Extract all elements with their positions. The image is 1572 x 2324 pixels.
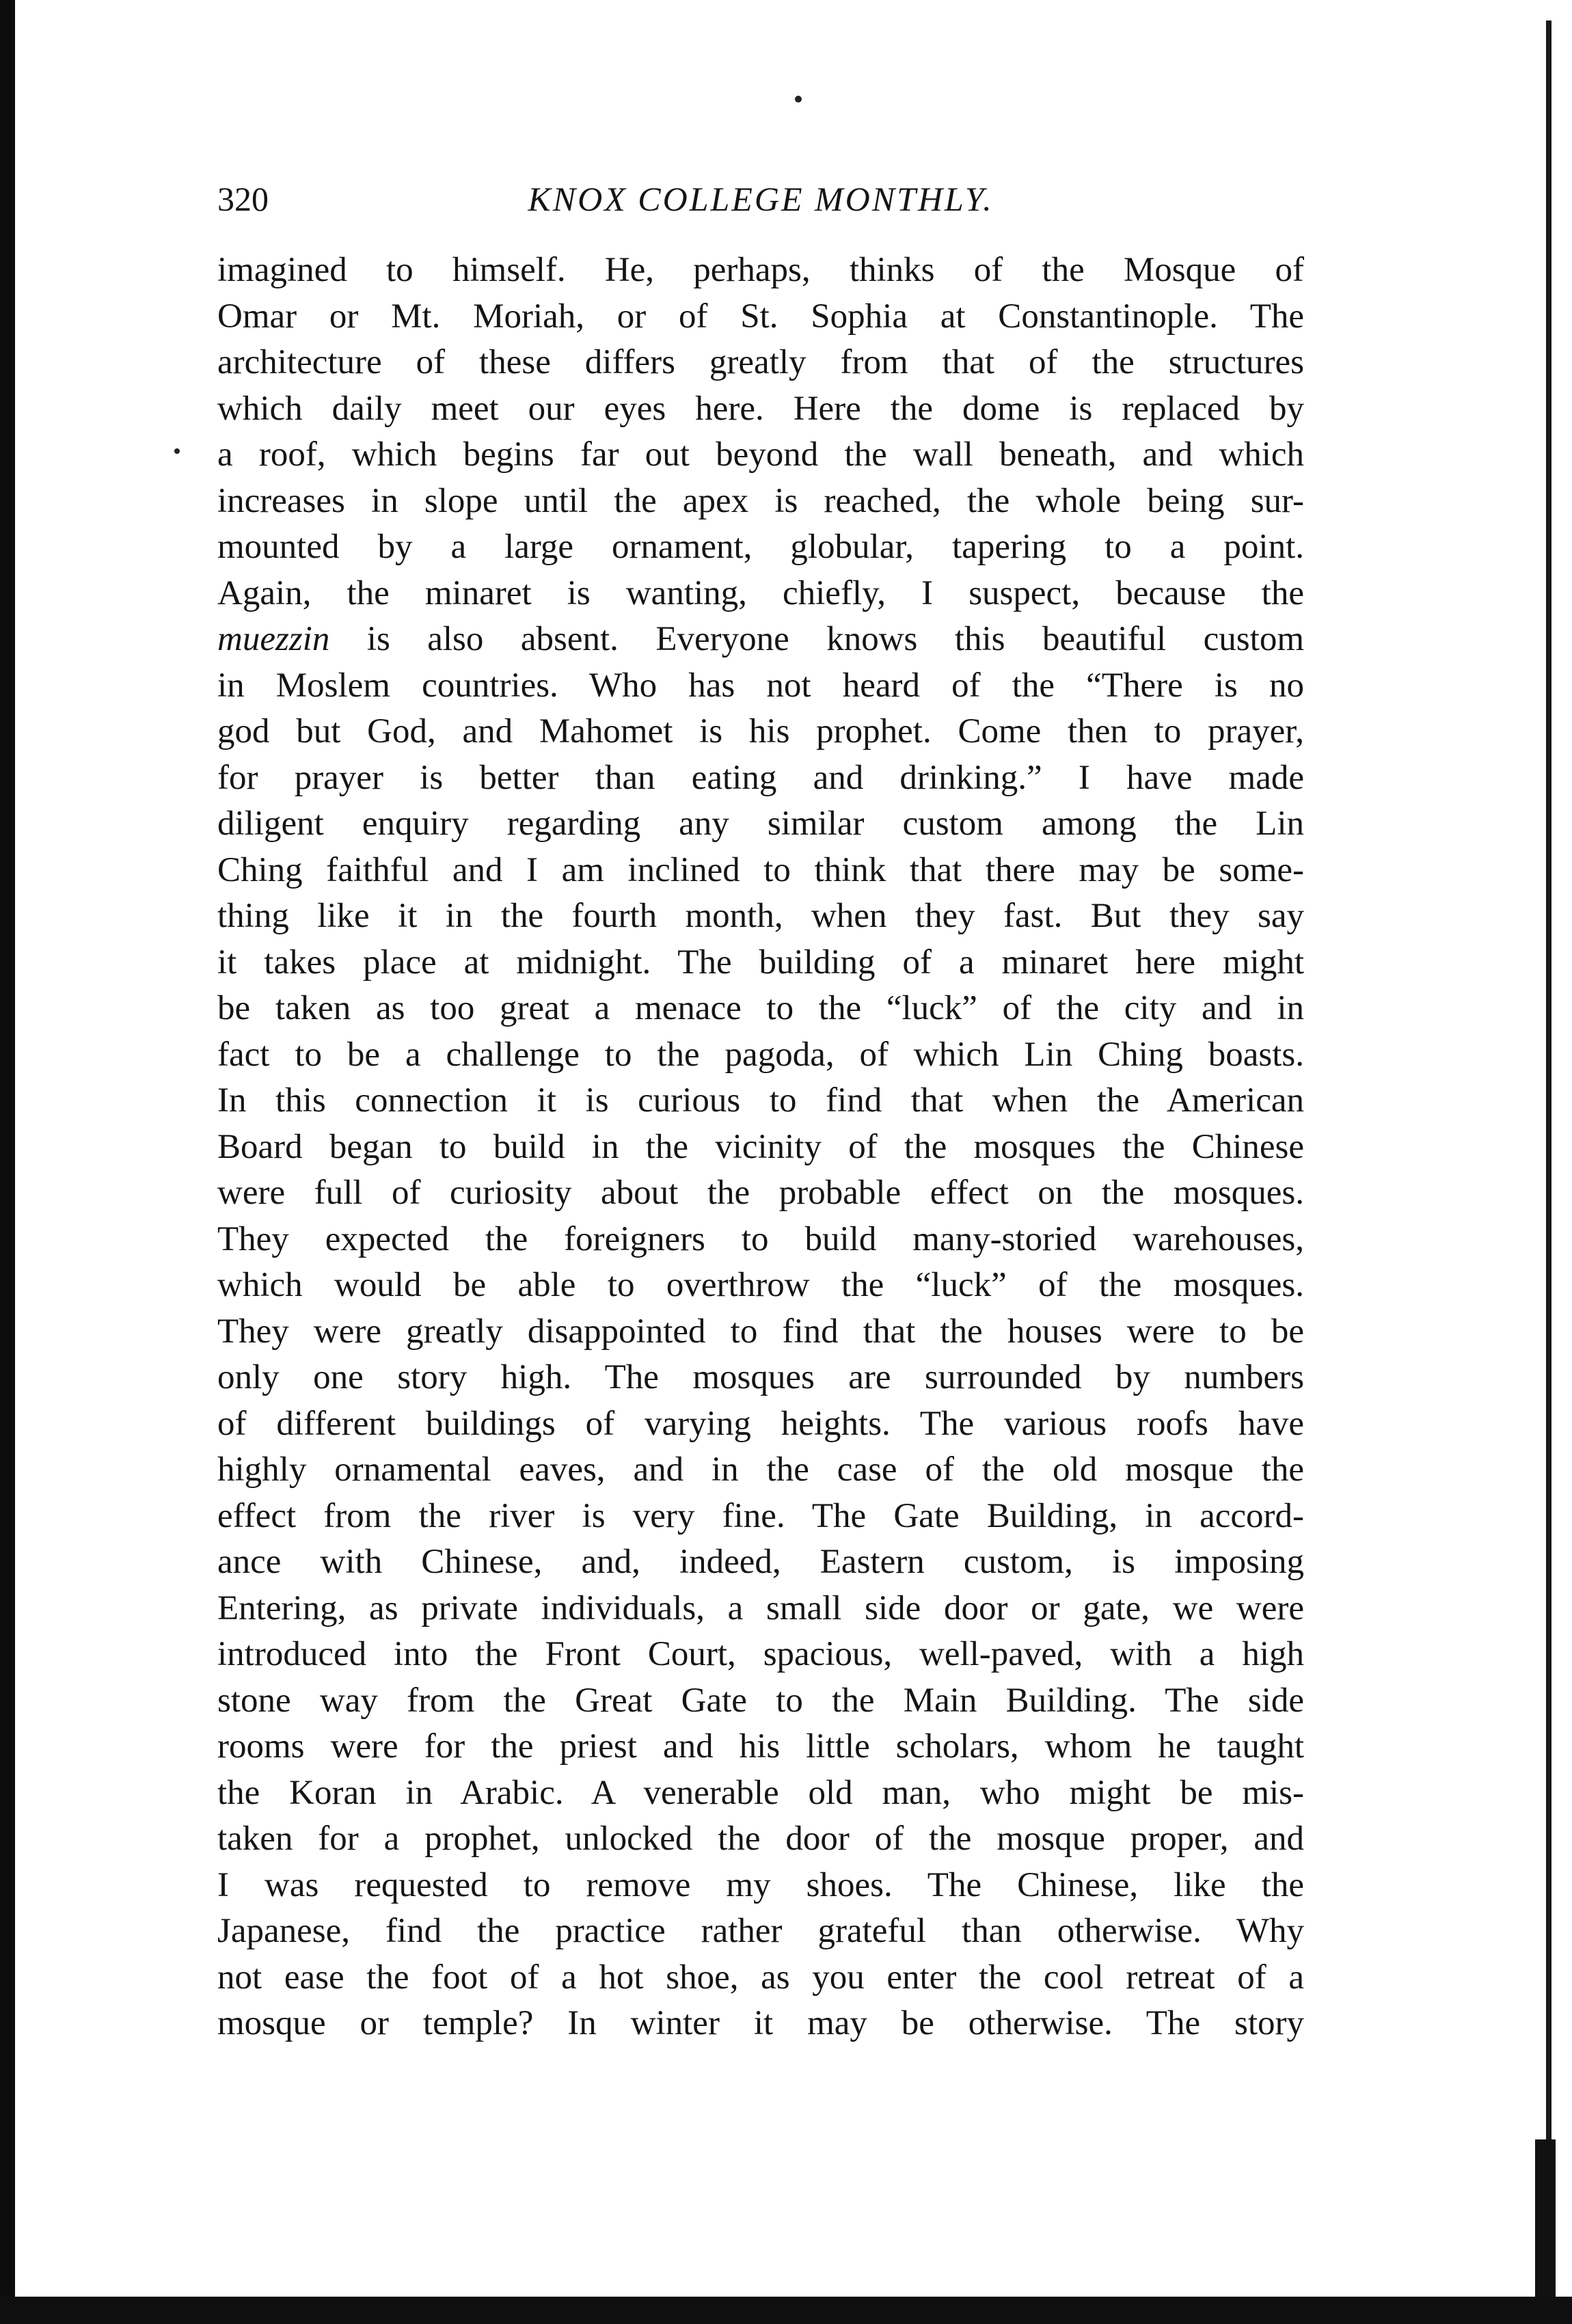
text-line: it takes place at midnight. The building of a minaret here might (217, 943, 1304, 982)
page-header (217, 175, 1304, 223)
text-line: Japanese, find the practice rather grateful than otherwise. Why (217, 1912, 1304, 1950)
text-line: in Moslem countries. Who has not heard of the “There is no (217, 666, 1304, 705)
text-line: Again, the minaret is wanting, chiefly, I suspect, because the (217, 573, 1304, 612)
text-line: muezzin is also absent. Everyone knows this beautiful custom (217, 620, 1304, 658)
text-line: thing like it in the fourth month, when they fast. But they say (217, 897, 1304, 935)
text-line: the Koran in Arabic. A venerable old man, who might be mis- (217, 1773, 1304, 1812)
scan-edge-left (0, 0, 15, 2324)
text-line: for prayer is better than eating and drinking.” I have made (217, 758, 1304, 797)
text-line: stone way from the Great Gate to the Main Building. The side (217, 1681, 1304, 1720)
text-line: not ease the foot of a hot shoe, as you enter the cool retreat of a (217, 1958, 1304, 1997)
page-number: 320 (217, 180, 269, 218)
text-line: Entering, as private individuals, a small side door or gate, we were (217, 1589, 1304, 1627)
running-title: KNOX COLLEGE MONTHLY. (528, 180, 994, 218)
text-line: were full of curiosity about the probable effect on the mosques. (217, 1174, 1304, 1212)
body-text (217, 247, 1304, 2047)
text-line: rooms were for the priest and his little scholars, whom he taught (217, 1727, 1304, 1766)
text-line: be taken as too great a menace to the “luck” of the city and in (217, 989, 1304, 1027)
text-line: god but God, and Mahomet is his prophet. Come then to prayer, (217, 712, 1304, 751)
text-line: Omar or Mt. Moriah, or of St. Sophia at Constantinople. The (217, 297, 1304, 336)
text-line: They expected the foreigners to build many-storied warehouses, (217, 1219, 1304, 1258)
text-line: only one story high. The mosques are surrounded by numbers (217, 1358, 1304, 1396)
scan-speck (795, 96, 802, 103)
text-line: diligent enquiry regarding any similar custom among the Lin (217, 805, 1304, 843)
text-line: mosque or temple? In winter it may be otherwise. The story (217, 2004, 1304, 2042)
text-line: ance with Chinese, and, indeed, Eastern custom, is imposing (217, 1543, 1304, 1581)
text-line: which would be able to overthrow the “luck” of the mosques. (217, 1266, 1304, 1304)
text-line: taken for a prophet, unlocked the door of the mosque proper, and (217, 1820, 1304, 1858)
text-line: Ching faithful and I am inclined to think that there may be some- (217, 850, 1304, 889)
text-line: introduced into the Front Court, spacious, well-paved, with a high (217, 1635, 1304, 1673)
scan-edge-right (1546, 21, 1551, 2324)
text-line: effect from the river is very fine. The Gate Building, in accord- (217, 1496, 1304, 1535)
text-line: which daily meet our eyes here. Here the dome is replaced by (217, 389, 1304, 428)
text-line: a roof, which begins far out beyond the wall beneath, and which (217, 435, 1304, 474)
text-line: They were greatly disappointed to find that the houses were to be (217, 1312, 1304, 1351)
text-line: architecture of these differs greatly from that of the structures (217, 343, 1304, 381)
text-line: I was requested to remove my shoes. The Chinese, like the (217, 1865, 1304, 1904)
text-line: increases in slope until the apex is reached, the whole being sur- (217, 481, 1304, 520)
text-line: of different buildings of varying heights. The various roofs have (217, 1404, 1304, 1443)
text-line: mounted by a large ornament, globular, tapering to a point. (217, 528, 1304, 566)
text-line: highly ornamental eaves, and in the case of the old mosque the (217, 1450, 1304, 1489)
scan-speck (174, 448, 180, 454)
text-line: fact to be a challenge to the pagoda, of which Lin Ching boasts. (217, 1035, 1304, 1074)
scan-edge-bottom (0, 2297, 1572, 2324)
text-line: Board began to build in the vicinity of the mosques the Chinese (217, 1127, 1304, 1166)
text-line: In this connection it is curious to find that when the American (217, 1081, 1304, 1120)
text-line: imagined to himself. He, perhaps, thinks of the Mosque of (217, 251, 1304, 289)
